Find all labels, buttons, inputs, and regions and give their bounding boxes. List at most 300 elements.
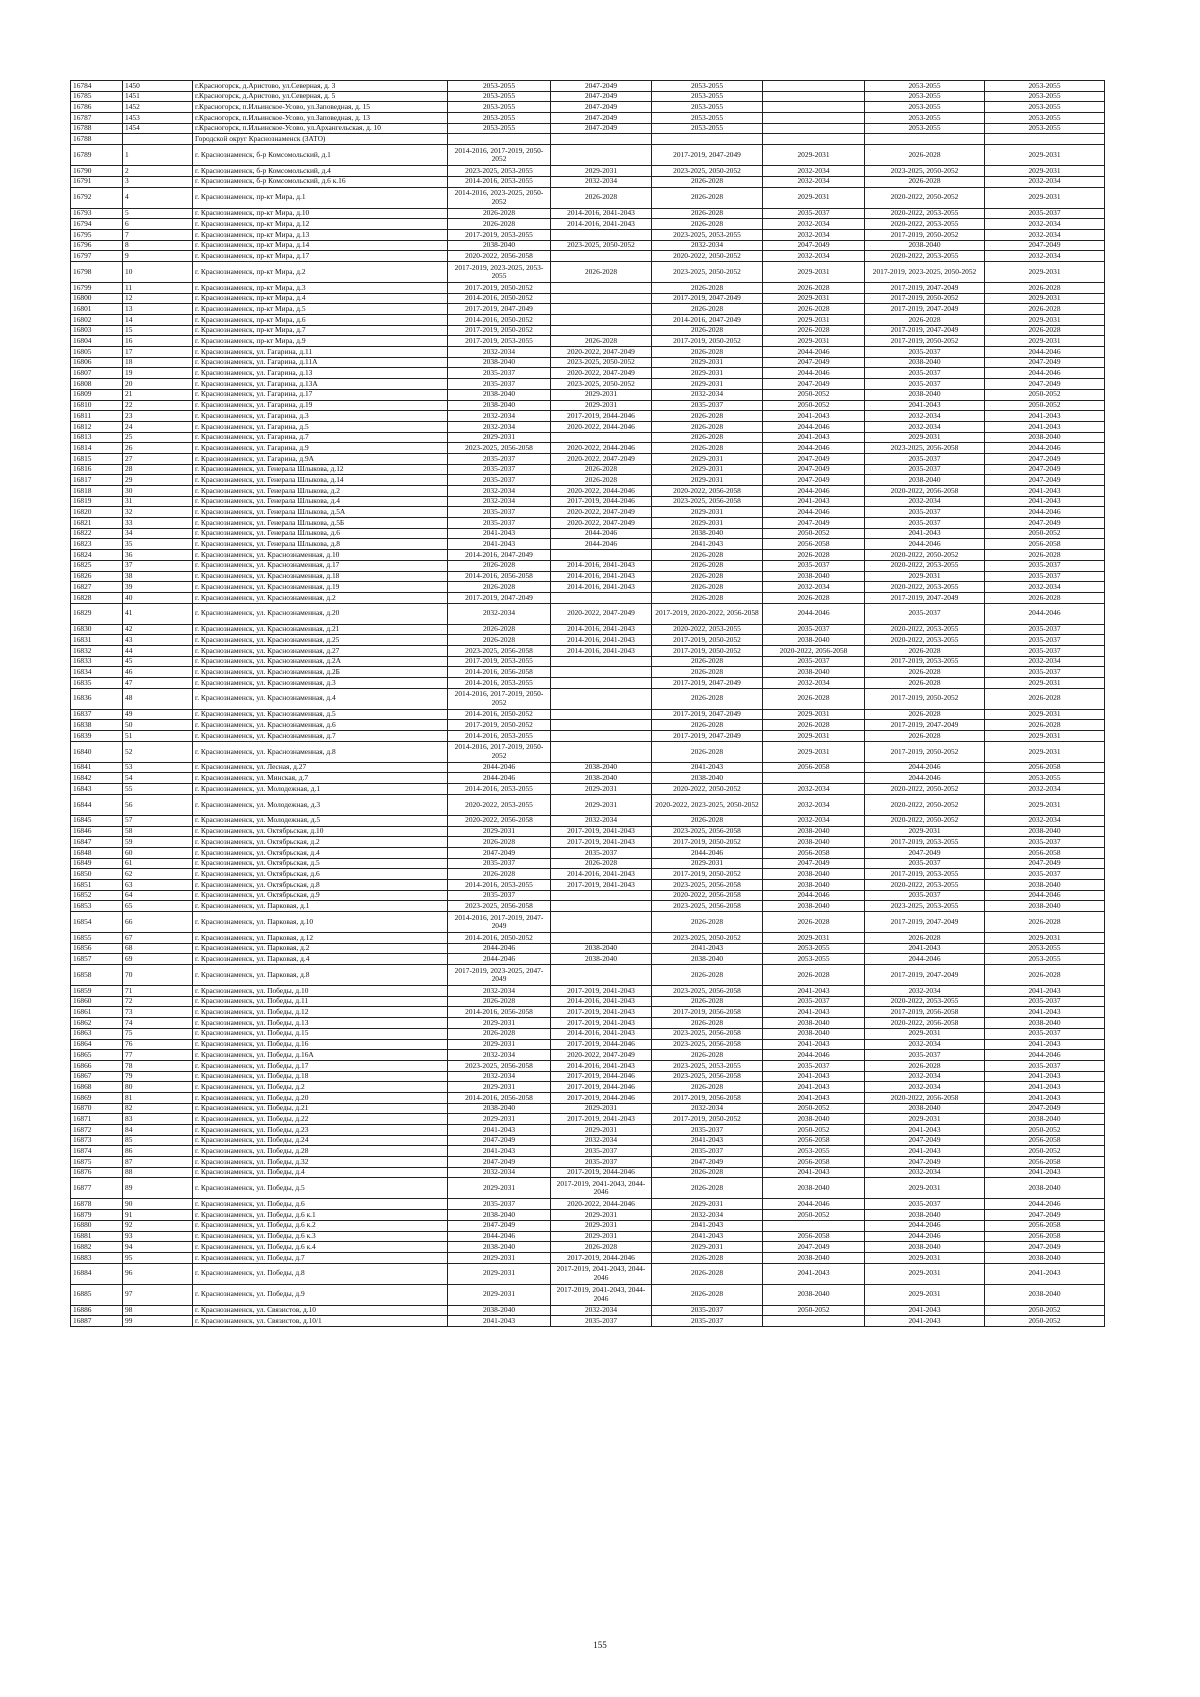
period-cell: 2026-2028 xyxy=(652,720,763,731)
table-row xyxy=(71,293,1105,304)
period-cell: 2014-2016, 2041-2043 xyxy=(551,869,652,880)
table-row xyxy=(71,986,1105,997)
period-cell: 2056-2058 xyxy=(985,539,1105,550)
period-cell: 2020-2022, 2047-2049 xyxy=(551,347,652,358)
period-cell: 2017-2019, 2041-2043 xyxy=(551,1018,652,1029)
row-id-cell: 16861 xyxy=(71,1007,123,1018)
period-cell: 2017-2019, 2047-2049 xyxy=(865,720,985,731)
period-cell: 2041-2043 xyxy=(985,411,1105,422)
table-row xyxy=(71,890,1105,901)
period-cell: 2047-2049 xyxy=(985,464,1105,475)
period-cell: 2035-2037 xyxy=(763,560,865,571)
period-cell xyxy=(551,656,652,667)
period-cell: 2023-2025, 2056-2058 xyxy=(652,901,763,912)
period-cell: 2017-2019, 2050-2052 xyxy=(865,336,985,347)
address-cell: г. Краснознаменск, пр-кт Мира, д.14 xyxy=(193,240,448,251)
period-cell: 2044-2046 xyxy=(448,773,551,784)
period-cell: 2041-2043 xyxy=(448,1125,551,1136)
row-id-cell: 16863 xyxy=(71,1028,123,1039)
row-number-cell: 26 xyxy=(123,443,193,454)
period-cell: 2026-2028 xyxy=(551,464,652,475)
address-cell: г. Краснознаменск, ул. Октябрьская, д.4 xyxy=(193,847,448,858)
period-cell: 2047-2049 xyxy=(448,1157,551,1168)
period-cell: 2014-2016, 2050-2052 xyxy=(448,933,551,944)
address-cell: г.Красногорск, д.Аристово, ул.Северная, д. 5 xyxy=(193,91,448,102)
table-row xyxy=(71,528,1105,539)
address-cell: г. Краснознаменск, ул. Генерала Шлыкова, д.5А xyxy=(193,507,448,518)
row-id-cell: 16854 xyxy=(71,912,123,933)
period-cell: 2044-2046 xyxy=(985,1050,1105,1061)
period-cell: 2038-2040 xyxy=(448,240,551,251)
address-cell: г. Краснознаменск, ул. Победы, д.6 к.1 xyxy=(193,1210,448,1221)
period-cell: 2035-2037 xyxy=(652,1146,763,1157)
period-cell: 2035-2037 xyxy=(865,464,985,475)
row-id-cell: 16821 xyxy=(71,518,123,529)
period-cell: 2029-2031 xyxy=(985,315,1105,326)
period-cell: 2038-2040 xyxy=(551,943,652,954)
period-cell: 2035-2037 xyxy=(763,1060,865,1071)
row-id-cell: 16852 xyxy=(71,890,123,901)
address-cell: г.Красногорск, п.Ильинское-Усово, ул.Заповедная, д. 15 xyxy=(193,102,448,113)
period-cell: 2017-2019, 2050-2052 xyxy=(448,282,551,293)
period-cell: 2029-2031 xyxy=(448,1263,551,1284)
address-cell: г. Краснознаменск, ул. Победы, д.8 xyxy=(193,1263,448,1284)
table-row xyxy=(71,379,1105,390)
table-row xyxy=(71,1178,1105,1199)
period-cell: 2050-2052 xyxy=(763,400,865,411)
period-cell: 2029-2031 xyxy=(448,1284,551,1305)
period-cell: 2026-2028 xyxy=(652,421,763,432)
period-cell: 2050-2052 xyxy=(763,389,865,400)
period-cell: 2047-2049 xyxy=(985,475,1105,486)
table-row xyxy=(71,678,1105,689)
period-cell: 2029-2031 xyxy=(763,933,865,944)
period-cell: 2029-2031 xyxy=(448,1039,551,1050)
period-cell: 2038-2040 xyxy=(763,1252,865,1263)
period-cell: 2026-2028 xyxy=(448,837,551,848)
period-cell: 2032-2034 xyxy=(763,794,865,815)
period-cell: 2047-2049 xyxy=(763,518,865,529)
row-number-cell: 27 xyxy=(123,453,193,464)
period-cell: 2047-2049 xyxy=(763,1242,865,1253)
period-cell: 2038-2040 xyxy=(985,432,1105,443)
row-id-cell: 16834 xyxy=(71,667,123,678)
period-cell: 2053-2055 xyxy=(865,91,985,102)
period-cell: 2035-2037 xyxy=(865,603,985,624)
row-number-cell: 37 xyxy=(123,560,193,571)
row-id-cell: 16796 xyxy=(71,240,123,251)
row-id-cell: 16797 xyxy=(71,251,123,262)
period-cell: 2038-2040 xyxy=(985,879,1105,890)
table-body xyxy=(71,81,1105,1327)
period-cell: 2026-2028 xyxy=(652,815,763,826)
period-cell: 2026-2028 xyxy=(985,592,1105,603)
period-cell: 2038-2040 xyxy=(985,1178,1105,1199)
address-cell: г. Краснознаменск, ул. Победы, д.6 xyxy=(193,1199,448,1210)
address-cell: г. Краснознаменск, пр-кт Мира, д.17 xyxy=(193,251,448,262)
period-cell: 2035-2037 xyxy=(985,869,1105,880)
period-cell: 2035-2037 xyxy=(652,1316,763,1327)
period-cell: 2029-2031 xyxy=(865,1284,985,1305)
period-cell: 2035-2037 xyxy=(448,464,551,475)
period-cell: 2035-2037 xyxy=(551,1146,652,1157)
period-cell: 2053-2055 xyxy=(652,102,763,113)
address-cell: г. Краснознаменск, ул. Генерала Шлыкова, д.14 xyxy=(193,475,448,486)
period-cell: 2035-2037 xyxy=(985,208,1105,219)
period-cell: 2056-2058 xyxy=(985,1157,1105,1168)
row-id-cell: 16809 xyxy=(71,389,123,400)
period-cell: 2035-2037 xyxy=(448,890,551,901)
period-cell: 2053-2055 xyxy=(985,81,1105,92)
period-cell: 2020-2022, 2050-2052 xyxy=(865,794,985,815)
period-cell: 2047-2049 xyxy=(985,453,1105,464)
row-number-cell: 76 xyxy=(123,1039,193,1050)
row-id-cell: 16841 xyxy=(71,762,123,773)
row-number-cell: 79 xyxy=(123,1071,193,1082)
period-cell: 2026-2028 xyxy=(865,731,985,742)
period-cell: 2041-2043 xyxy=(652,1220,763,1231)
period-cell xyxy=(763,773,865,784)
table-row xyxy=(71,453,1105,464)
table-row xyxy=(71,240,1105,251)
period-cell: 2029-2031 xyxy=(551,400,652,411)
period-cell: 2029-2031 xyxy=(551,1103,652,1114)
address-cell: г. Краснознаменск, ул. Победы, д.13 xyxy=(193,1018,448,1029)
address-cell: г. Краснознаменск, ул. Победы, д.20 xyxy=(193,1092,448,1103)
period-cell: 2017-2019, 2047-2049 xyxy=(448,592,551,603)
period-cell xyxy=(551,890,652,901)
period-cell: 2029-2031 xyxy=(551,794,652,815)
period-cell: 2026-2028 xyxy=(985,965,1105,986)
period-cell: 2056-2058 xyxy=(985,1135,1105,1146)
table-row xyxy=(71,421,1105,432)
period-cell: 2029-2031 xyxy=(763,336,865,347)
period-cell: 2026-2028 xyxy=(763,550,865,561)
period-cell xyxy=(652,134,763,145)
period-cell: 2032-2034 xyxy=(865,411,985,422)
period-cell: 2032-2034 xyxy=(448,486,551,497)
period-cell: 2026-2028 xyxy=(551,261,652,282)
period-cell: 2053-2055 xyxy=(865,81,985,92)
period-cell: 2020-2022, 2047-2049 xyxy=(551,603,652,624)
row-id-cell: 16864 xyxy=(71,1039,123,1050)
period-cell: 2038-2040 xyxy=(763,571,865,582)
period-cell: 2029-2031 xyxy=(652,453,763,464)
table-row xyxy=(71,1007,1105,1018)
period-cell: 2029-2031 xyxy=(865,1114,985,1125)
period-cell: 2041-2043 xyxy=(985,1007,1105,1018)
row-id-cell: 16835 xyxy=(71,678,123,689)
period-cell: 2023-2025, 2050-2052 xyxy=(551,240,652,251)
period-cell: 2056-2058 xyxy=(985,847,1105,858)
row-id-cell: 16850 xyxy=(71,869,123,880)
period-cell: 2017-2019, 2047-2049 xyxy=(652,731,763,742)
table-row xyxy=(71,1082,1105,1093)
period-cell: 2029-2031 xyxy=(448,1114,551,1125)
row-id-cell: 16791 xyxy=(71,176,123,187)
period-cell: 2026-2028 xyxy=(763,304,865,315)
period-cell: 2032-2034 xyxy=(763,219,865,230)
row-id-cell: 16798 xyxy=(71,261,123,282)
period-cell: 2017-2019, 2050-2052 xyxy=(865,293,985,304)
period-cell: 2032-2034 xyxy=(652,240,763,251)
row-id-cell: 16829 xyxy=(71,603,123,624)
table-row xyxy=(71,1114,1105,1125)
row-number-cell: 14 xyxy=(123,315,193,326)
row-number-cell: 25 xyxy=(123,432,193,443)
period-cell: 2026-2028 xyxy=(652,965,763,986)
period-cell: 2041-2043 xyxy=(865,400,985,411)
row-number-cell: 92 xyxy=(123,1220,193,1231)
row-id-cell: 16862 xyxy=(71,1018,123,1029)
table-row xyxy=(71,400,1105,411)
row-number-cell: 67 xyxy=(123,933,193,944)
period-cell: 2029-2031 xyxy=(865,1028,985,1039)
period-cell: 2020-2022, 2056-2058 xyxy=(448,251,551,262)
row-number-cell: 54 xyxy=(123,773,193,784)
period-cell: 2020-2022, 2056-2058 xyxy=(652,486,763,497)
period-cell: 2038-2040 xyxy=(551,773,652,784)
period-cell: 2020-2022, 2050-2052 xyxy=(865,784,985,795)
row-id-cell: 16873 xyxy=(71,1135,123,1146)
period-cell: 2023-2025, 2056-2058 xyxy=(652,1039,763,1050)
period-cell: 2032-2034 xyxy=(865,496,985,507)
table-row xyxy=(71,389,1105,400)
period-cell: 2041-2043 xyxy=(763,1039,865,1050)
period-cell: 2026-2028 xyxy=(652,741,763,762)
period-cell: 2029-2031 xyxy=(652,858,763,869)
row-id-cell: 16877 xyxy=(71,1178,123,1199)
period-cell: 2053-2055 xyxy=(865,102,985,113)
period-cell: 2017-2019, 2047-2049 xyxy=(652,709,763,720)
row-number-cell: 91 xyxy=(123,1210,193,1221)
address-cell: г. Краснознаменск, б-р Комсомольский, д.6 к.16 xyxy=(193,176,448,187)
address-cell: г. Краснознаменск, ул. Гагарина, д.13 xyxy=(193,368,448,379)
period-cell: 2047-2049 xyxy=(763,475,865,486)
row-id-cell: 16818 xyxy=(71,486,123,497)
period-cell: 2038-2040 xyxy=(763,635,865,646)
period-cell: 2017-2019, 2044-2046 xyxy=(551,1092,652,1103)
row-id-cell: 16855 xyxy=(71,933,123,944)
period-cell: 2017-2019, 2044-2046 xyxy=(551,496,652,507)
period-cell: 2020-2022, 2047-2049 xyxy=(551,368,652,379)
period-cell: 2023-2025, 2053-2055 xyxy=(448,166,551,177)
row-id-cell: 16848 xyxy=(71,847,123,858)
period-cell: 2014-2016, 2053-2055 xyxy=(448,784,551,795)
row-id-cell: 16828 xyxy=(71,592,123,603)
period-cell: 2017-2019, 2044-2046 xyxy=(551,1039,652,1050)
period-cell: 2047-2049 xyxy=(551,81,652,92)
period-cell: 2035-2037 xyxy=(763,624,865,635)
period-cell: 2020-2022, 2053-2055 xyxy=(865,879,985,890)
address-cell: г. Краснознаменск, ул. Гагарина, д.7 xyxy=(193,432,448,443)
table-row xyxy=(71,1050,1105,1061)
row-number-cell: 88 xyxy=(123,1167,193,1178)
address-cell: г. Краснознаменск, ул. Краснознаменная, д.2А xyxy=(193,656,448,667)
address-cell: г. Краснознаменск, ул. Гагарина, д.11 xyxy=(193,347,448,358)
period-cell: 2023-2025, 2056-2058 xyxy=(652,826,763,837)
period-cell: 2053-2055 xyxy=(985,773,1105,784)
row-number-cell: 50 xyxy=(123,720,193,731)
row-id-cell: 16876 xyxy=(71,1167,123,1178)
address-cell: г. Краснознаменск, ул. Победы, д.4 xyxy=(193,1167,448,1178)
period-cell: 2032-2034 xyxy=(551,176,652,187)
period-cell: 2047-2049 xyxy=(985,518,1105,529)
period-cell: 2044-2046 xyxy=(865,773,985,784)
period-cell: 2038-2040 xyxy=(763,1018,865,1029)
period-cell: 2029-2031 xyxy=(985,187,1105,208)
row-id-cell: 16858 xyxy=(71,965,123,986)
row-id-cell: 16859 xyxy=(71,986,123,997)
row-id-cell: 16845 xyxy=(71,815,123,826)
period-cell: 2026-2028 xyxy=(448,624,551,635)
period-cell: 2032-2034 xyxy=(448,986,551,997)
row-id-cell: 16793 xyxy=(71,208,123,219)
row-id-cell: 16871 xyxy=(71,1114,123,1125)
row-id-cell: 16880 xyxy=(71,1220,123,1231)
table-row xyxy=(71,123,1105,134)
period-cell: 2029-2031 xyxy=(652,507,763,518)
period-cell: 2038-2040 xyxy=(763,1284,865,1305)
period-cell: 2035-2037 xyxy=(985,560,1105,571)
table-row xyxy=(71,869,1105,880)
table-row xyxy=(71,166,1105,177)
period-cell: 2038-2040 xyxy=(763,879,865,890)
period-cell: 2026-2028 xyxy=(652,1284,763,1305)
address-cell: г. Краснознаменск, пр-кт Мира, д.9 xyxy=(193,336,448,347)
period-cell: 2032-2034 xyxy=(985,219,1105,230)
period-cell: 2026-2028 xyxy=(652,347,763,358)
table-row xyxy=(71,996,1105,1007)
table-row xyxy=(71,560,1105,571)
table-row xyxy=(71,208,1105,219)
table-row xyxy=(71,1263,1105,1284)
period-cell: 2035-2037 xyxy=(985,1060,1105,1071)
row-id-cell: 16875 xyxy=(71,1157,123,1168)
table-row xyxy=(71,304,1105,315)
row-number-cell: 96 xyxy=(123,1263,193,1284)
period-cell: 2032-2034 xyxy=(985,582,1105,593)
period-cell: 2026-2028 xyxy=(865,709,985,720)
period-cell: 2038-2040 xyxy=(865,1103,985,1114)
period-cell: 2026-2028 xyxy=(448,996,551,1007)
table-row xyxy=(71,624,1105,635)
period-cell: 2035-2037 xyxy=(865,507,985,518)
row-number-cell: 41 xyxy=(123,603,193,624)
period-cell: 2020-2022, 2056-2058 xyxy=(652,890,763,901)
row-id-cell: 16840 xyxy=(71,741,123,762)
row-number-cell: 2 xyxy=(123,166,193,177)
period-cell: 2026-2028 xyxy=(763,965,865,986)
table-row xyxy=(71,1210,1105,1221)
period-cell xyxy=(551,134,652,145)
row-id-cell: 16784 xyxy=(71,81,123,92)
period-cell: 2026-2028 xyxy=(985,304,1105,315)
period-cell: 2023-2025, 2056-2058 xyxy=(865,443,985,454)
period-cell xyxy=(763,1220,865,1231)
period-cell: 2017-2019, 2041-2043 xyxy=(551,879,652,890)
table-row xyxy=(71,901,1105,912)
period-cell: 2035-2037 xyxy=(652,1305,763,1316)
row-number-cell: 83 xyxy=(123,1114,193,1125)
period-cell: 2017-2019, 2041-2043, 2044-2046 xyxy=(551,1284,652,1305)
period-cell: 2026-2028 xyxy=(652,219,763,230)
period-cell: 2041-2043 xyxy=(652,1135,763,1146)
period-cell: 2047-2049 xyxy=(448,1135,551,1146)
row-number-cell: 61 xyxy=(123,858,193,869)
period-cell: 2029-2031 xyxy=(985,678,1105,689)
period-cell: 2038-2040 xyxy=(448,1210,551,1221)
period-cell: 2029-2031 xyxy=(448,826,551,837)
period-cell: 2044-2046 xyxy=(985,1199,1105,1210)
address-cell: г. Краснознаменск, пр-кт Мира, д.10 xyxy=(193,208,448,219)
period-cell: 2017-2019, 2053-2055 xyxy=(448,656,551,667)
period-cell: 2023-2025, 2056-2058 xyxy=(652,496,763,507)
row-number-cell: 74 xyxy=(123,1018,193,1029)
period-cell: 2029-2031 xyxy=(652,518,763,529)
table-row xyxy=(71,282,1105,293)
period-cell: 2038-2040 xyxy=(865,389,985,400)
table-row xyxy=(71,645,1105,656)
period-cell: 2032-2034 xyxy=(763,229,865,240)
period-cell: 2053-2055 xyxy=(652,123,763,134)
period-cell: 2014-2016, 2041-2043 xyxy=(551,571,652,582)
period-cell xyxy=(551,678,652,689)
period-cell: 2029-2031 xyxy=(551,1231,652,1242)
address-cell: г. Краснознаменск, ул. Парковая, д.10 xyxy=(193,912,448,933)
table-row xyxy=(71,815,1105,826)
period-cell: 2017-2019, 2023-2025, 2053-2055 xyxy=(448,261,551,282)
address-cell: г. Краснознаменск, ул. Краснознаменная, д.21 xyxy=(193,624,448,635)
period-cell xyxy=(551,550,652,561)
row-number-cell: 86 xyxy=(123,1146,193,1157)
period-cell: 2035-2037 xyxy=(985,996,1105,1007)
table-row xyxy=(71,315,1105,326)
period-cell: 2029-2031 xyxy=(551,1220,652,1231)
table-row xyxy=(71,1018,1105,1029)
address-cell: г. Краснознаменск, ул. Молодежная, д.3 xyxy=(193,794,448,815)
period-cell: 2026-2028 xyxy=(652,688,763,709)
address-cell: г. Краснознаменск, ул. Парковая, д.12 xyxy=(193,933,448,944)
table-row xyxy=(71,1220,1105,1231)
row-number-cell: 99 xyxy=(123,1316,193,1327)
period-cell: 2032-2034 xyxy=(763,815,865,826)
row-id-cell: 16853 xyxy=(71,901,123,912)
row-number-cell: 94 xyxy=(123,1242,193,1253)
row-number-cell: 53 xyxy=(123,762,193,773)
period-cell: 2029-2031 xyxy=(763,315,865,326)
period-cell: 2020-2022, 2053-2055 xyxy=(865,560,985,571)
period-cell xyxy=(763,102,865,113)
table-row xyxy=(71,912,1105,933)
address-cell: г. Краснознаменск, ул. Победы, д.28 xyxy=(193,1146,448,1157)
period-cell: 2047-2049 xyxy=(551,113,652,124)
period-cell: 2023-2025, 2050-2052 xyxy=(551,379,652,390)
period-cell: 2032-2034 xyxy=(448,496,551,507)
period-cell: 2017-2019, 2050-2052 xyxy=(865,741,985,762)
period-cell: 2029-2031 xyxy=(985,336,1105,347)
period-cell: 2035-2037 xyxy=(652,400,763,411)
period-cell: 2017-2019, 2053-2055 xyxy=(448,229,551,240)
period-cell: 2035-2037 xyxy=(985,635,1105,646)
period-cell: 2014-2016, 2050-2052 xyxy=(448,709,551,720)
table-row xyxy=(71,411,1105,422)
row-number-cell: 87 xyxy=(123,1157,193,1168)
period-cell: 2053-2055 xyxy=(448,102,551,113)
period-cell: 2020-2022, 2053-2055 xyxy=(865,624,985,635)
address-cell: г. Краснознаменск, ул. Победы, д.16 xyxy=(193,1039,448,1050)
period-cell: 2038-2040 xyxy=(985,1018,1105,1029)
